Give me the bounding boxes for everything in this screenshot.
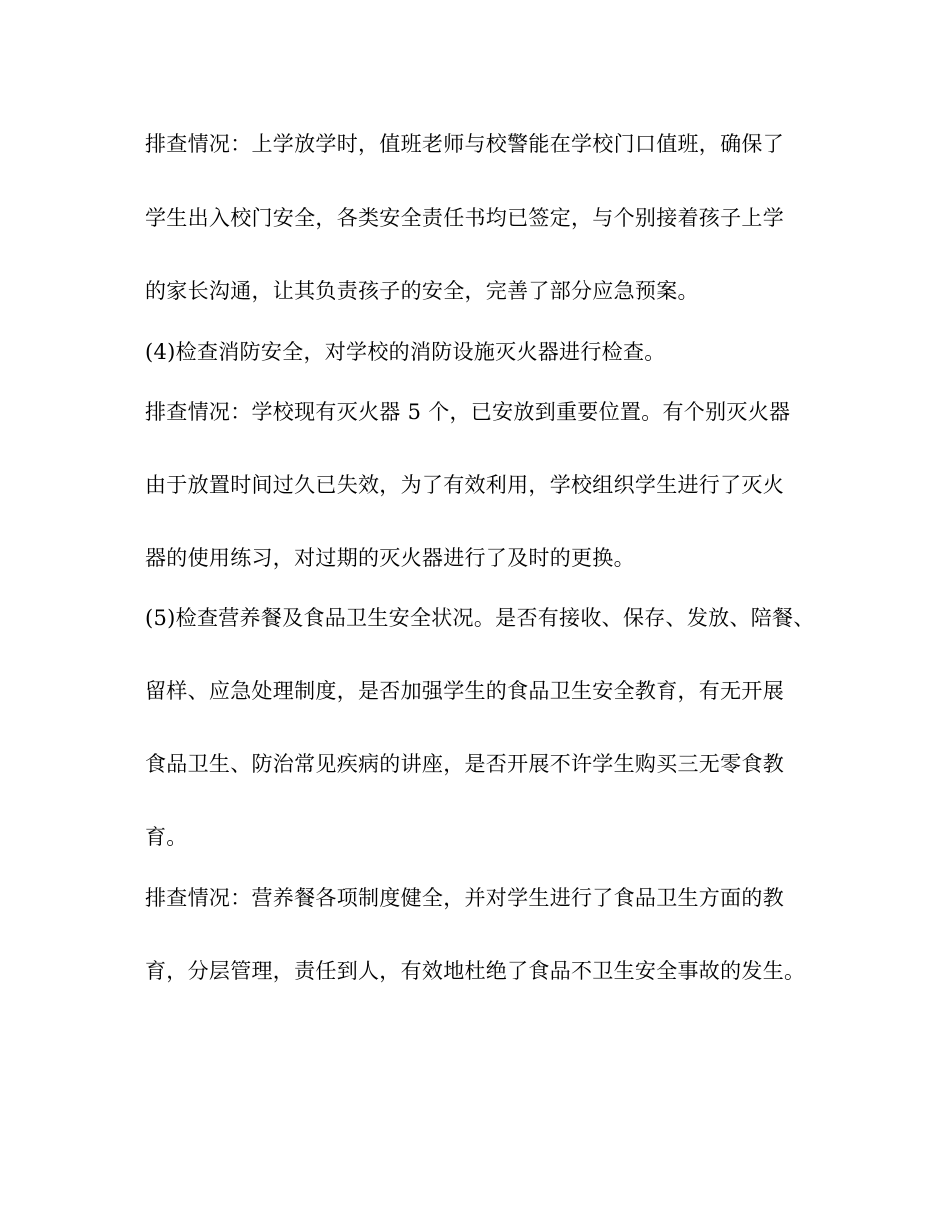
section-heading: (5)检查营养餐及食品卫生安全状况。是否有接收、保存、发放、陪餐、 — [145, 606, 815, 630]
section-heading: (4)检查消防安全，对学校的消防设施灭火器进行检查。 — [145, 340, 666, 364]
paragraph-line: 排查情况：学校现有灭火器 5 个，已安放到重要位置。有个别灭火器 — [145, 400, 791, 424]
paragraph-line: 器的使用练习，对过期的灭火器进行了及时的更换。 — [145, 546, 635, 570]
paragraph-line: 食品卫生、防治常见疾病的讲座，是否开展不许学生购买三无零食教 — [145, 752, 784, 776]
paragraph-line: 的家长沟通，让其负责孩子的安全，完善了部分应急预案。 — [145, 279, 699, 303]
paragraph-line: 育，分层管理，责任到人，有效地杜绝了食品不卫生安全事故的发生。 — [145, 959, 806, 983]
paragraph-line: 由于放置时间过久已失效，为了有效利用，学校组织学生进行了灭火 — [145, 473, 784, 497]
paragraph-line: 排查情况：营养餐各项制度健全，并对学生进行了食品卫生方面的教 — [145, 886, 784, 910]
paragraph-line: 排查情况：上学放学时，值班老师与校警能在学校门口值班，确保了 — [145, 132, 784, 156]
paragraph-line: 留样、应急处理制度，是否加强学生的食品卫生安全教育，有无开展 — [145, 679, 784, 703]
paragraph-line: 育。 — [145, 825, 188, 849]
paragraph-line: 学生出入校门安全，各类安全责任书均已签定，与个别接着孩子上学 — [145, 206, 784, 230]
